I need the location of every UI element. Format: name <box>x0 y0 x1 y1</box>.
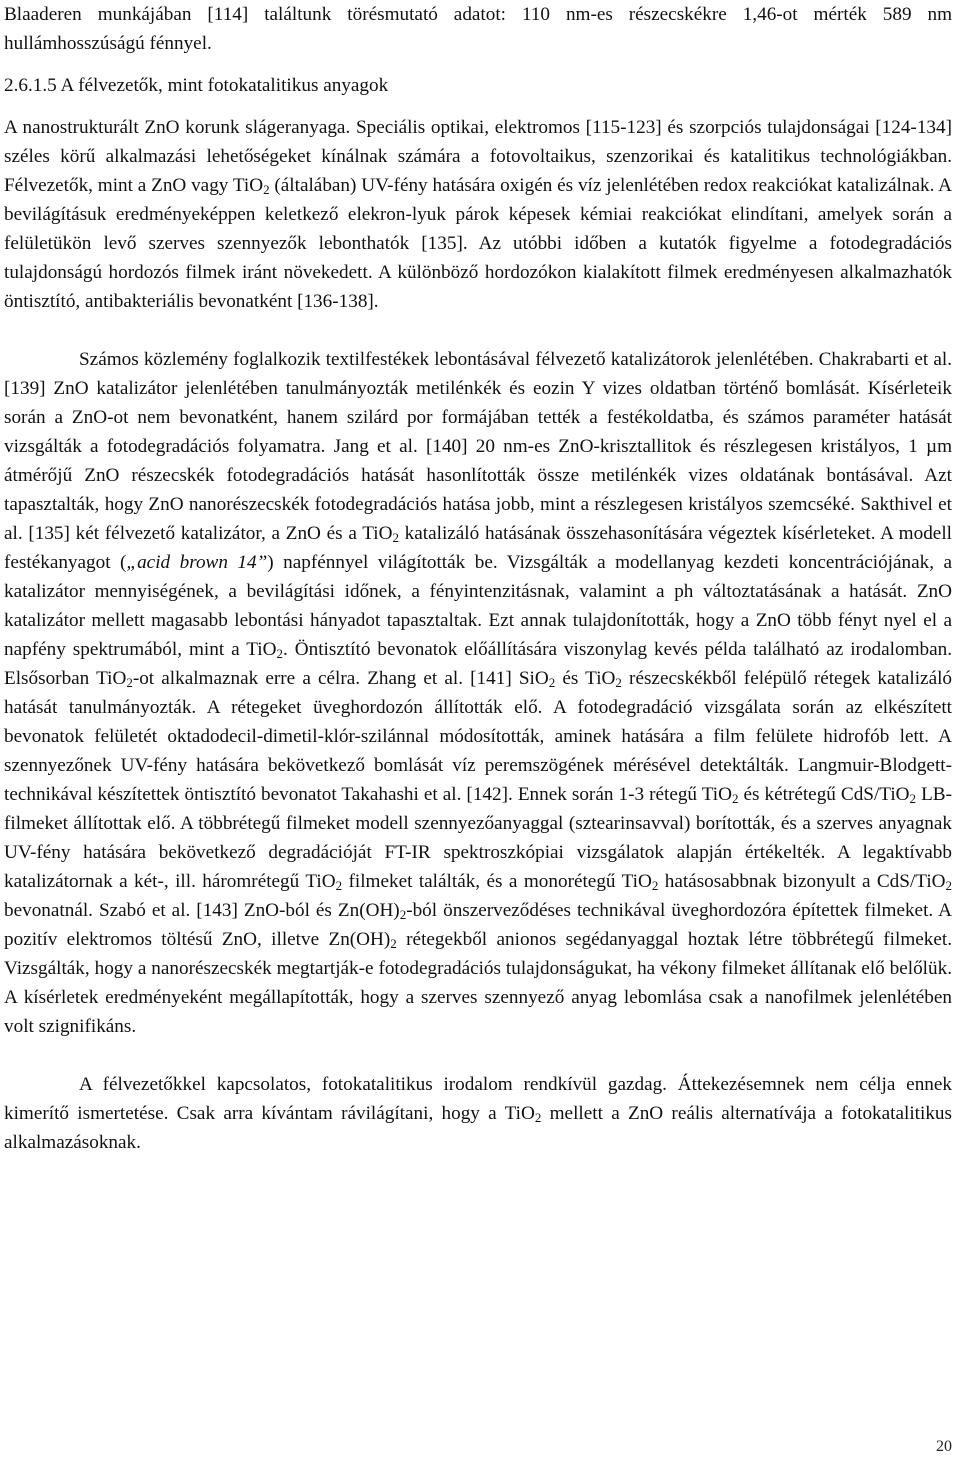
paragraph-textile-dyes <box>4 345 952 1041</box>
subscript: 2 <box>548 675 556 690</box>
subscript: 2 <box>731 791 739 806</box>
document-page <box>4 0 952 1157</box>
text-run: Számos közlemény foglalkozik textilfestékek lebontásával félvezető katalizátorok jelenlétében. Chakrabarti et al. [139] ZnO katalizátor jelenlétében tanulmányozták metilénkék és eozin Y vizes oldatban történő bomlását. Kísérleteik során a ZnO-ot nem bevonatként, hanem szilárd por formájában tették a festékoldatba, és számos paraméter hatását vizsgálták a fotodegradációs folyamatra. Jang et al. [140] 20 nm-es ZnO-krisztallitok és részlegesen kristályos, 1 µm átmérőjű ZnO részecskék fotodegradációs hatását hasonlították össze metilénkék vizes oldatának bontásával. Azt tapasztalták, hogy ZnO nanorészecskék fotodegradációs hatása jobb, mint a részlegesen kristályos szemcséké. Sakthivel et al. [135] két félvezető katalizátor, a ZnO és a TiO <box>4 349 952 544</box>
text-run: és TiO <box>555 668 616 689</box>
text-run: és kétrétegű CdS/TiO <box>738 784 910 805</box>
text-run: A félvezetőkkel kapcsolatos, fotokatalitikus irodalom rendkívül gazdag. Áttekezésemnek nem célja ennek kimerítő ismertetése. Csak arra kívántam rávilágítani, hogy a TiO <box>4 1074 952 1124</box>
section-heading: 2.6.1.5 A félvezetők, mint fotokatalitikus anyagok <box>4 75 389 96</box>
text-run: (általában) UV-fény hatására oxigén és víz jelenlétében redox reakciókat katalizálnak. A bevilágításuk eredményeképpen keletkező elekron-lyuk párok képesek kémiai reakciókat elindítani, amelyek során a felületükön levő szerves szennyezők lebonthatók [135]. Az utóbbi időben a kutatók figyelme a fotodegradációs tulajdonságú hordozós filmek iránt növekedett. A különböző hordozókon kialakított filmek eredményesen alkalmazhatók öntisztító, antibakteriális bevonatként [136-138]. <box>4 175 952 312</box>
text-run: -ból önszerveződéses technikával üveghordozóra építettek filmeket. A pozitív elektromos töltésű ZnO, illetve Zn(OH) <box>4 900 952 950</box>
text-run: bevonatnál. Szabó et al. [143] ZnO-ból és Zn(OH) <box>4 900 400 921</box>
subscript: 2 <box>615 675 622 690</box>
text-run: LB-filmeket állítottak elő. A többrétegű filmeket modell szennyezőanyaggal (sztearinsavval) borították, és a szerves anyagnak UV-fény hatására bekövetkező degradációját FT-IR spektroszkópiai vizsgálatok alapján értékelték. A legaktívabb katalizátornak a két-, ill. háromrétegű TiO <box>4 784 952 892</box>
intro-paragraph <box>4 0 952 58</box>
paragraph-conclusion <box>4 1070 952 1157</box>
text-run: mellett a ZnO reális alternatívája a fotokatalitikus alkalmazásoknak. <box>4 1103 952 1153</box>
subscript: 2 <box>945 878 953 893</box>
text-run: részecskékből felépülő rétegek katalizáló hatását tanulmányozták. A rétegeket üveghordozón állították elő. A fotodegradáció vizsgálata során az elkészített bevonatok felületét oktadodecil-dimetil-klór-szilánnal módosították, aminek hatására a film felülete hidrofób lett. A szennyezőnek UV-fény hatására bekövetkező bomlását víz peremszögének mérésével detektálták. Langmuir-Blodgett-technikával készítettek öntisztító bevonatot Takahashi et al. [142]. Ennek során 1-3 rétegű TiO <box>4 668 953 805</box>
page-number: 20 <box>936 1438 952 1455</box>
subscript: 2 <box>392 530 399 545</box>
text-run: Blaaderen munkájában [114] találtunk törésmutató adatot: 110 nm-es részecskékre 1,46-ot mérték 589 nm hullámhosszúságú fénnyel. <box>4 4 952 54</box>
text-run: . Öntisztító bevonatok előállítására viszonylag kevés példa található az irodalomban. Elsősorban TiO <box>4 639 952 689</box>
text-run: katalizáló hatásának összehasonítására végeztek kísérleteket. A modell festékanyagot ( <box>4 523 952 573</box>
subscript: 2 <box>534 1110 542 1125</box>
subscript: 2 <box>335 878 343 893</box>
text-run: hatásosabbnak bizonyult a CdS/TiO <box>658 871 946 892</box>
text-run: A nanostrukturált ZnO korunk slágeranyaga. Speciális optikai, elektromos [115-123] és szorpciós tulajdonságai [124-134] széles körű alkalmazási lehetőségeket kínálnak számára a fotovoltaikus, szenzorikai és katalitikus technológiákban. Félvezetők, mint a ZnO vagy TiO <box>4 117 952 196</box>
text-run: filmeket találták, és a monorétegű TiO <box>342 871 652 892</box>
paragraph-zno-overview <box>4 113 952 316</box>
subscript: 2 <box>276 646 283 661</box>
subscript: 2 <box>263 182 270 197</box>
text-run: ) napfénnyel világították be. Vizsgálták a modellanyag kezdeti koncentrációjának, a katalizátor mennyiségének, a bevilágítási időnek, a fényintenzitásnak, valamint a ph változtatásának a hatását. ZnO katalizátor mellett magasabb lebontási hányadot tapasztaltak. Ezt annak tulajdonították, hogy a ZnO több fényt nyel el a napfény spektrumából, mint a TiO <box>4 552 952 660</box>
subscript: 2 <box>909 791 917 806</box>
subscript: 2 <box>399 907 407 922</box>
text-run: rétegekből anionos segédanyaggal hoztak létre többrétegű filmeket. Vizsgálták, hogy a nanorészecskék megtartják-e fotodegradációs tulajdonságukat, ha vékony filmeket állítanak elő belőlük. A kísérletek eredményeként megállapították, hogy a szerves szennyező anyag lebomlása csak a nanofilmek jelenlétében volt szignifikáns. <box>4 929 953 1037</box>
italic-text: „acid brown 14” <box>126 552 268 573</box>
text-run: -ot alkalmaznak erre a célra. Zhang et al. [141] SiO <box>132 668 549 689</box>
subscript: 2 <box>390 936 397 951</box>
subscript: 2 <box>126 675 133 690</box>
subscript: 2 <box>651 878 659 893</box>
